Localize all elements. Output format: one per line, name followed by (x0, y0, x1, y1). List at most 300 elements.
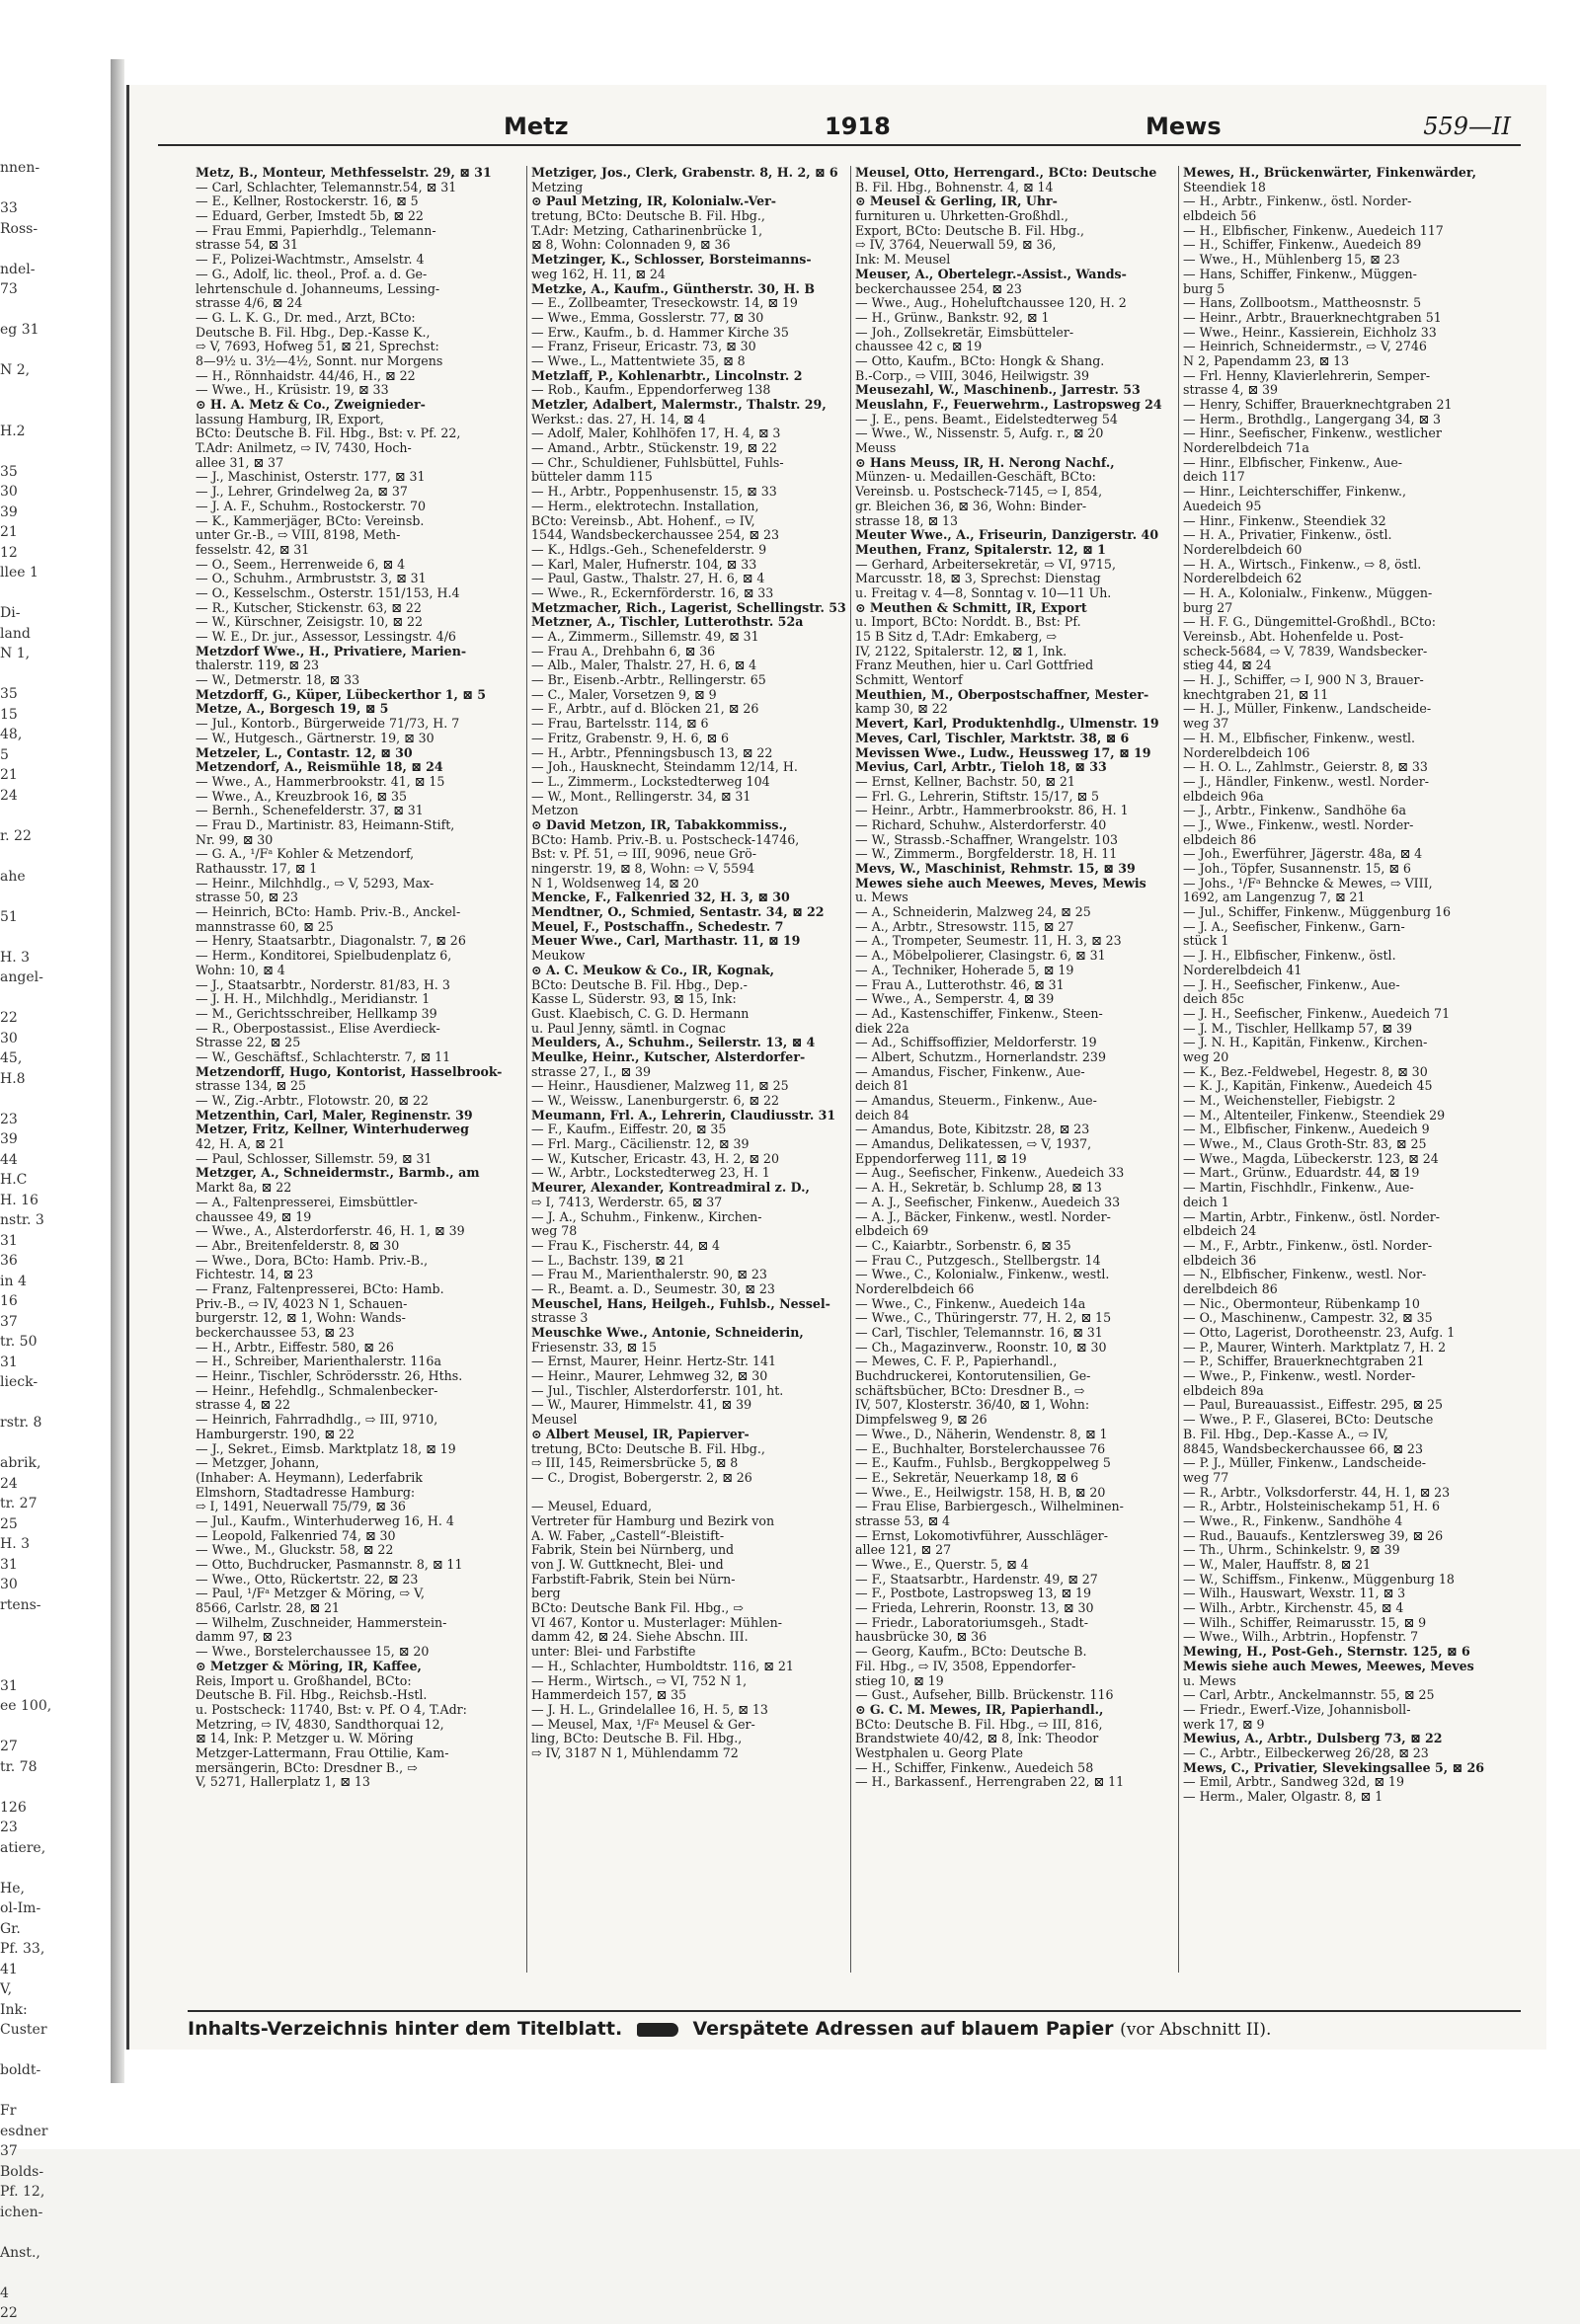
directory-entry-line: — J., Händler, Finkenw., westl. Norder- (1183, 773, 1430, 789)
directory-entry-line: Mewing, H., Post-Geh., Sternstr. 125, ⊠ 6 (1183, 1644, 1470, 1660)
directory-entry-line: — Rob., Kaufm., Eppendorferweg 138 (531, 382, 771, 398)
directory-entry-line: — H. A., Kolonialw., Finkenw., Müggen- (1183, 584, 1433, 600)
directory-entry-line: Metze, A., Borgesch 19, ⊠ 5 (196, 701, 389, 717)
previous-page-fragment: 36 (0, 1253, 18, 1269)
directory-entry-line: — W. E., Dr. jur., Assessor, Lessingstr. 4/6 (196, 629, 456, 644)
directory-entry-line: — L., Zimmerm., Lockstedterweg 104 (531, 773, 770, 789)
directory-entry-line: unter Gr.-B., ⇨ VIII, 8198, Meth- (196, 527, 401, 543)
previous-page-fragment: 48, (0, 727, 23, 742)
directory-entry-line: — Joh., Zollsekretär, Eimsbütteler- (855, 324, 1074, 340)
directory-entry-line: Deutsche B. Fil. Hbg., Dep.-Kasse K., (196, 324, 431, 340)
page-number: 559—II (1423, 113, 1511, 140)
previous-page-fragment: H.C (0, 1172, 28, 1188)
directory-entry-line: — Heinr., Arbtr., Brauerknechtgraben 51 (1183, 309, 1442, 325)
directory-entry-line: — J. M., Tischler, Hellkamp 57, ⊠ 39 (1183, 1020, 1413, 1036)
directory-entry-line: — O., Maschinenw., Campestr. 32, ⊠ 35 (1183, 1310, 1433, 1326)
directory-entry-line: — Jul., Schiffer, Finkenw., Müggenburg 16 (1183, 904, 1451, 920)
previous-page-fragment (0, 1433, 61, 1454)
directory-entry-line: — Hans, Schiffer, Finkenw., Müggen- (1183, 266, 1417, 281)
directory-entry-line: T.Adr: Metzing, Catharinenbrücke 1, (531, 222, 763, 238)
directory-entry-line: — J. H., Seefischer, Finkenw., Aue- (1183, 976, 1400, 992)
directory-entry-line: — Karl, Maler, Hufnerstr. 104, ⊠ 33 (531, 556, 757, 572)
directory-entry-line: Meusel, Otto, Herrengard., BCto: Deutsche (855, 165, 1157, 180)
directory-entry-line: tretung, BCto: Deutsche B. Fil. Hbg., (531, 208, 765, 224)
directory-entry-line: — H. J., Müller, Finkenw., Landscheide- (1183, 701, 1432, 717)
directory-entry-line: ⇨ IV, 3187 N 1, Mühlendamm 72 (531, 1744, 739, 1760)
directory-entry-line: Mewes, H., Brückenwärter, Finkenwärder, (1183, 165, 1477, 180)
directory-entry-line: Steendiek 18 (1183, 179, 1266, 194)
directory-entry-line: — Wwe., Magda, Lübeckerstr. 123, ⊠ 24 (1183, 1150, 1439, 1166)
directory-entry-line: — Wwe., A., Semperstr. 4, ⊠ 39 (855, 991, 1055, 1007)
directory-entry-line: — J. E., pens. Beamt., Eidelstedterweg 54 (855, 411, 1118, 426)
directory-entry-line: — J. A., Seefischer, Finkenw., Garn- (1183, 918, 1405, 934)
directory-entry-line: — M., F., Arbtr., Finkenw., östl. Norder- (1183, 1237, 1433, 1253)
previous-page-fragment (0, 381, 61, 402)
directory-entry-line: — Meusel, Eduard, (531, 1499, 652, 1514)
previous-page-fragment: 41 (0, 1961, 18, 1977)
directory-entry-line: — Amandus, Fischer, Finkenw., Aue- (855, 1063, 1085, 1079)
directory-entry-line: elbdeich 89a (1183, 1382, 1264, 1398)
directory-entry-line: Metzendorff, Hugo, Kontorist, Hasselbrook- (196, 1063, 503, 1079)
directory-entry-line: elbdeich 36 (1183, 1252, 1257, 1268)
directory-entry-line: — E., Kaufm., Fuhlsb., Bergkoppelweg 5 (855, 1455, 1111, 1471)
directory-entry-line: — Wilh., Hauswart, Wexstr. 11, ⊠ 3 (1183, 1586, 1406, 1601)
directory-entry-line: Metzring, ⇨ IV, 4830, Sandthorquai 12, (196, 1716, 444, 1732)
directory-entry-line: A. W. Faber, „Castell“-Bleistift- (531, 1527, 725, 1543)
directory-entry-line: ⊙ Hans Meuss, IR, H. Nerong Nachf., (855, 454, 1115, 470)
directory-entry-line: Meuschel, Hans, Heilgeh., Fuhlsb., Nessel- (531, 1295, 830, 1311)
directory-entry-line: stieg 44, ⊠ 24 (1183, 658, 1272, 673)
directory-entry-line: Meves, Carl, Tischler, Marktstr. 38, ⊠ 6 (855, 730, 1130, 745)
directory-entry-line: Mendtner, O., Schmied, Sentastr. 34, ⊠ 22 (531, 904, 825, 920)
directory-entry-line: — C., Drogist, Bobergerstr. 2, ⊠ 26 (531, 1469, 752, 1485)
directory-entry-line: — A., Trompeter, Seumestr. 11, H. 3, ⊠ 23 (855, 933, 1122, 949)
directory-entry-line: — Wilh., Schiffer, Reimarusstr. 15, ⊠ 9 (1183, 1614, 1427, 1630)
directory-entry-line: Mews, C., Privatier, Slevekingsallee 5, ⊠ 26 (1183, 1759, 1484, 1775)
directory-entry-line: — Friedr., Ewerf.-Vize, Johannisboll- (1183, 1701, 1411, 1717)
directory-entry-line: — Frau M., Marienthalerstr. 90, ⊠ 23 (531, 1267, 767, 1282)
directory-entry-line: u. Import, BCto: Norddt. B., Bst: Pf. (855, 614, 1081, 630)
directory-entry-line: ningerstr. 19, ⊠ 8, Wohn: ⇨ V, 5594 (531, 861, 755, 876)
directory-entry-line: — J. N. H., Kapitän, Finkenw., Kirchen- (1183, 1035, 1428, 1050)
directory-entry-line: — A., Faltenpresserei, Eimsbüttler- (196, 1194, 418, 1209)
directory-entry-line: — Richard, Schuhw., Alsterdorferstr. 40 (855, 816, 1107, 832)
directory-entry-line: — Rud., Bauaufs., Kentzlersweg 39, ⊠ 26 (1183, 1527, 1444, 1543)
directory-entry-line: — Heinr., Tischler, Schrödersstr. 26, Hths. (196, 1368, 463, 1384)
directory-entry-line: ⇨ V, 7693, Hofweg 51, ⊠ 21, Sprechst: (196, 339, 439, 354)
directory-entry-line: werk 17, ⊠ 9 (1183, 1716, 1265, 1732)
directory-entry-line: Metzon (531, 803, 579, 818)
directory-entry-line: — F., Arbtr., auf d. Blöcken 21, ⊠ 26 (531, 701, 759, 717)
directory-entry-line: Metzer, Fritz, Kellner, Winterhuderweg (196, 1122, 469, 1137)
directory-entry-line: — Wwe., C., Finkenw., Auedeich 14a (855, 1295, 1086, 1311)
directory-entry-line: — Amandus, Bote, Kibitzstr. 28, ⊠ 23 (855, 1122, 1090, 1137)
directory-entry-line: Mewis siehe auch Mewes, Meewes, Meves (1183, 1658, 1474, 1673)
directory-entry-line: deich 85c (1183, 991, 1244, 1007)
directory-entry-line: — H., Arbtr., Eiffestr. 580, ⊠ 26 (196, 1339, 394, 1355)
directory-entry-line: N 2, Papendamm 23, ⊠ 13 (1183, 352, 1350, 368)
directory-entry-line: — Wwe., R., Eckernförderstr. 16, ⊠ 33 (531, 584, 774, 600)
directory-entry-line: — H., Arbtr., Pfenningsbusch 13, ⊠ 22 (531, 744, 773, 760)
previous-page-fragment: H. 3 (0, 1536, 31, 1552)
directory-entry-line: — H., Schreiber, Marienthalerstr. 116a (196, 1354, 441, 1369)
previous-page-fragment: H. 3 (0, 949, 31, 966)
directory-entry-line: — Jul., Tischler, Alsterdorferstr. 101, ht. (531, 1382, 784, 1398)
directory-entry-line: Meuslahn, F., Feuerwehrm., Lastropsweg 24 (855, 397, 1162, 412)
directory-entry-line: — Alb., Maler, Thalstr. 27, H. 6, ⊠ 4 (531, 658, 757, 673)
directory-entry-line: Friesenstr. 33, ⊠ 15 (531, 1339, 658, 1355)
directory-entry-line: — H., Schiffer, Finkenw., Auedeich 58 (855, 1759, 1094, 1775)
directory-entry-line: — Martin, Fischhdlr., Finkenw., Aue- (1183, 1180, 1414, 1196)
directory-entry-line: — W., Geschäftsf., Schlachterstr. 7, ⊠ 11 (196, 1048, 451, 1064)
directory-entry-line: elbdeich 86 (1183, 831, 1257, 847)
previous-page-fragment: Bolds- (0, 2163, 44, 2180)
directory-entry-line: Metzger, A., Schneidermstr., Barmb., am (196, 1165, 480, 1181)
directory-entry-line: — Wwe., Dora, BCto: Hamb. Priv.-B., (196, 1252, 429, 1268)
directory-entry-line: — Wwe., A., Kreuzbrook 16, ⊠ 35 (196, 788, 408, 804)
directory-entry-line: Meuschke Wwe., Antonie, Schneiderin, (531, 1325, 804, 1340)
header-right-keyword: Mews (1146, 113, 1222, 140)
directory-entry-line: chaussee 42 c, ⊠ 19 (855, 339, 983, 354)
previous-page-fragment: Pf. 33, (0, 1941, 45, 1957)
directory-entry-line: Meuthien, M., Oberpostschaffner, Mester- (855, 686, 1149, 702)
previous-page-fragment: ahe (0, 868, 26, 885)
previous-page-fragment (0, 664, 61, 685)
directory-entry-line: — Wwe., H., Mühlenberg 15, ⊠ 23 (1183, 252, 1400, 268)
directory-entry-line: — Frau A., Lutterothstr. 46, ⊠ 31 (855, 976, 1065, 992)
previous-page-fragment: 39 (0, 1131, 18, 1147)
previous-page-fragment (0, 179, 61, 199)
directory-entry-line: — H., Arbtr., Poppenhusenstr. 15, ⊠ 33 (531, 484, 777, 500)
directory-entry-line: Schmitt, Wentorf (855, 672, 963, 688)
directory-entry-line: Strasse 22, ⊠ 25 (196, 1035, 301, 1050)
directory-entry-line: Rathausstr. 17, ⊠ 1 (196, 861, 318, 876)
directory-entry-line: ⇨ III, 145, Reimersbrücke 5, ⊠ 8 (531, 1455, 739, 1471)
directory-entry-line: — Wilh., Arbtr., Kirchenstr. 45, ⊠ 4 (1183, 1600, 1404, 1616)
directory-entry-line: Hamburgerstr. 190, ⊠ 22 (196, 1426, 355, 1441)
directory-entry-line: — A. H., Sekretär, b. Schlump 28, ⊠ 13 (855, 1180, 1102, 1196)
directory-entry-line: — A., Arbtr., Stresowstr. 115, ⊠ 27 (855, 918, 1074, 934)
previous-page-fragment: land (0, 625, 31, 642)
previous-page-fragment: 25 (0, 1515, 18, 1532)
directory-entry-line: Nr. 99, ⊠ 30 (196, 831, 274, 847)
directory-entry-line: — Carl, Arbtr., Anckelmannstr. 55, ⊠ 25 (1183, 1687, 1435, 1703)
directory-entry-line: Vertreter für Hamburg und Bezirk von (531, 1512, 775, 1528)
directory-entry-line: ⊠ 14, Ink: P. Metzger u. W. Möring (196, 1731, 414, 1746)
directory-entry-line: — Wwe., H., Krüsistr. 19, ⊠ 33 (196, 382, 389, 398)
footer-late-addresses-note: Verspätete Adressen auf blauem Papier (692, 2018, 1114, 2040)
directory-entry-line: — W., Schiffsm., Finkenw., Müggenburg 18 (1183, 1571, 1455, 1587)
previous-page-fragment (0, 341, 61, 361)
directory-entry-line: Metz, B., Monteur, Methfesselstr. 29, ⊠ 31 (196, 165, 492, 180)
directory-entry-line: mersängerin, BCto: Dresdner B., ⇨ (196, 1759, 418, 1775)
previous-page-fragment: 30 (0, 484, 18, 500)
directory-entry-line: Metzdorf Wwe., H., Privatiere, Marien- (196, 643, 467, 658)
directory-entry-line: — J., Maschinist, Osterstr. 177, ⊠ 31 (196, 469, 426, 485)
directory-entry-line: strasse 54, ⊠ 31 (196, 237, 299, 253)
directory-entry-line: — H. J., Schiffer, ⇨ I, 900 N 3, Brauer- (1183, 672, 1424, 688)
directory-entry-line: elbdeich 56 (1183, 208, 1257, 224)
directory-entry-line: (Inhaber: A. Heymann), Lederfabrik (196, 1469, 423, 1485)
previous-page-fragment: 24 (0, 787, 18, 804)
directory-entry-line: — Martin, Arbtr., Finkenw., östl. Norder- (1183, 1208, 1441, 1224)
directory-entry-line: — W., Maurer, Himmelstr. 41, ⊠ 39 (531, 1397, 752, 1413)
directory-entry-line: ⊙ G. C. M. Mewes, IR, Papierhandl., (855, 1701, 1104, 1717)
directory-entry-line: — G., Adolf, lic. theol., Prof. a. d. Ge- (196, 266, 428, 281)
directory-entry-line: — Bernh., Schenefelderstr. 37, ⊠ 31 (196, 803, 424, 818)
directory-entry-line: — H., Rönnhaidstr. 44/46, H., ⊠ 22 (196, 367, 416, 383)
directory-entry-line: Priv.-B., ⇨ IV, 4023 N 1, Schauen- (196, 1295, 408, 1311)
directory-entry-line: — H., Schlachter, Humboldtstr. 116, ⊠ 21 (531, 1658, 794, 1673)
directory-entry-line: Gust. Klaebisch, C. G. D. Hermann (531, 1005, 750, 1021)
directory-entry-line: — J. H., Elbfischer, Finkenw., östl. (1183, 948, 1396, 964)
directory-entry-line: Metzmacher, Rich., Lagerist, Schellingstr. 53 (531, 599, 846, 615)
directory-entry-line: thalerstr. 119, ⊠ 23 (196, 658, 319, 673)
previous-page-fragment: H. 16 (0, 1192, 39, 1208)
previous-page-fragment: 31 (0, 1556, 18, 1573)
previous-page-fragment: r. 22 (0, 827, 32, 844)
directory-entry-line: — Hans, Zollbootsm., Mattheosnstr. 5 (1183, 295, 1422, 311)
previous-page-edge (0, 158, 61, 2321)
directory-entry-line: bütteler damm 115 (531, 469, 653, 485)
directory-entry-line: BCto: Deutsche B. Fil. Hbg., Dep.- (531, 976, 748, 992)
previous-page-fragment: 12 (0, 544, 18, 561)
previous-page-fragment (0, 1717, 61, 1738)
directory-entry-line: — A. J., Seefischer, Finkenw., Auedeich 33 (855, 1194, 1121, 1209)
directory-entry-line: — Wwe., C., Thüringerstr. 77, H. 2, ⊠ 15 (855, 1310, 1112, 1326)
column-4 (1183, 166, 1519, 1982)
directory-entry-line: — E., Sekretär, Neuerkamp 18, ⊠ 6 (855, 1469, 1078, 1485)
directory-entry-line: Vereinsb., Abt. Hohenfelde u. Post- (1183, 629, 1404, 644)
directory-entry-line: — Heinr., Hefehdlg., Schmalenbecker- (196, 1382, 438, 1398)
previous-page-fragment: 37 (0, 2143, 18, 2159)
directory-entry-line: — W., Kutscher, Ericastr. 43, H. 2, ⊠ 20 (531, 1150, 779, 1166)
directory-entry-line: — Joh., Hausknecht, Steindamm 12/14, H. (531, 759, 798, 775)
previous-page-fragment: 22 (0, 2305, 18, 2321)
directory-entry-line: Metzger-Lattermann, Frau Ottilie, Kam- (196, 1744, 449, 1760)
previous-page-fragment: ichen- (0, 2204, 43, 2220)
directory-entry-line: — Wwe., M., Gluckstr. 58, ⊠ 22 (196, 1542, 394, 1558)
directory-entry-line: Brandstwiete 40/42, ⊠ 8, Ink: Theodor (855, 1731, 1099, 1746)
directory-entry-line: — Carl, Schlachter, Telemannstr.54, ⊠ 31 (196, 179, 457, 194)
previous-page-fragment: tr. 50 (0, 1334, 38, 1350)
directory-entry-line: Dimpfelsweg 9, ⊠ 26 (855, 1412, 988, 1428)
directory-entry-line: — E., Buchhalter, Borstelerchaussee 76 (855, 1440, 1106, 1456)
directory-columns (196, 166, 1521, 1982)
directory-entry-line: — J., Arbtr., Finkenw., Sandhöhe 6a (1183, 803, 1407, 818)
directory-entry-line: — Otto, Buchdrucker, Pasmannstr. 8, ⊠ 11 (196, 1557, 463, 1572)
directory-entry-line: Meuser, A., Obertelegr.-Assist., Wands- (855, 266, 1127, 281)
directory-entry-line: N 1, Woldsenweg 14, ⊠ 20 (531, 875, 699, 891)
directory-entry-line: ling, BCto: Deutsche B. Fil. Hbg., (531, 1731, 743, 1746)
previous-page-fragment: 33 (0, 200, 18, 216)
directory-entry-line: Buchdruckerei, Kontorutensilien, Ge- (855, 1368, 1091, 1384)
previous-page-fragment: 15 (0, 706, 18, 723)
previous-page-fragment (0, 2041, 61, 2061)
directory-entry-line: Meulke, Heinr., Kutscher, Alsterdorfer- (531, 1048, 806, 1064)
directory-entry-line: — Franz, Faltenpresserei, BCto: Hamb. (196, 1280, 444, 1296)
directory-entry-line: — Ad., Schiffsoffizier, Meldorferstr. 19 (855, 1035, 1097, 1050)
directory-entry-line: — Wwe., Otto, Rückertstr. 22, ⊠ 23 (196, 1571, 419, 1587)
previous-page-fragment: lieck- (0, 1374, 39, 1390)
directory-entry-line: — H., Barkassenf., Herrengraben 22, ⊠ 11 (855, 1774, 1125, 1790)
directory-entry-line: — P., Schiffer, Brauerknechtgraben 21 (1183, 1354, 1425, 1369)
previous-page-fragment: boldt- (0, 2062, 41, 2078)
directory-entry-line: — Abr., Breitenfelderstr. 8, ⊠ 30 (196, 1237, 400, 1253)
previous-page-fragment: Ross- (0, 220, 39, 237)
directory-entry-line: — A., Möbelpolierer, Clasingstr. 6, ⊠ 31 (855, 948, 1106, 964)
directory-entry-line: — Wwe., M., Claus Groth-Str. 83, ⊠ 25 (1183, 1136, 1427, 1152)
directory-entry-line: furnituren u. Uhrketten-Großhdl., (855, 208, 1068, 224)
column-1 (196, 166, 521, 1982)
previous-page-fragment (0, 441, 61, 462)
directory-entry-line: Meuer Wwe., Carl, Marthastr. 11, ⊠ 19 (531, 933, 801, 949)
directory-entry-line: — Johs., ¹/Fᵃ Behncke & Mewes, ⇨ VIII, (1183, 875, 1433, 891)
directory-entry-line: — F., Kaufm., Eiffestr. 20, ⊠ 35 (531, 1122, 727, 1137)
column-2 (531, 166, 845, 1982)
previous-page-fragment: atiere, (0, 1839, 46, 1856)
directory-entry-line: T.Adr: Anilmetz, ⇨ IV, 7430, Hoch- (196, 440, 412, 456)
directory-entry-line: Fil. Hbg., ⇨ IV, 3508, Eppendorfer- (855, 1658, 1076, 1673)
directory-entry-line: hausbrücke 30, ⊠ 36 (855, 1629, 988, 1645)
directory-entry-line: ⊙ Meusel & Gerling, IR, Uhr- (855, 194, 1058, 209)
directory-entry-line: diek 22a (855, 1020, 909, 1036)
directory-entry-line: deich 117 (1183, 469, 1245, 485)
directory-entry-line: — Wwe., P. F., Glaserei, BCto: Deutsche (1183, 1412, 1434, 1428)
previous-page-fragment (0, 806, 61, 826)
directory-entry-line: — Br., Eisenb.-Arbtr., Rellingerstr. 65 (531, 672, 766, 688)
previous-page-fragment: V, (0, 1981, 13, 1997)
directory-entry-line: — Heinr., Milchhdlg., ⇨ V, 5293, Max- (196, 875, 434, 891)
directory-entry-line: ⊙ A. C. Meukow & Co., IR, Kognak, (531, 962, 775, 977)
directory-entry-line: — W., Kürschner, Zeisigstr. 10, ⊠ 22 (196, 614, 424, 630)
directory-entry-line: — A., Zimmerm., Sillemstr. 49, ⊠ 31 (531, 629, 759, 644)
directory-entry-line: — Wwe., Aug., Hoheluftchaussee 120, H. 2 (855, 295, 1127, 311)
directory-entry-line: strasse 18, ⊠ 13 (855, 512, 959, 528)
previous-page-fragment: 4 (0, 2285, 9, 2301)
directory-entry-line: Metzner, A., Tischler, Lutterothstr. 52a (531, 614, 804, 630)
directory-entry-line: weg 78 (531, 1223, 578, 1239)
previous-page-fragment: 27 (0, 1739, 18, 1754)
directory-entry-line: allee 31, ⊠ 37 (196, 454, 284, 470)
directory-entry-line: — Adolf, Maler, Kohlhöfen 17, H. 4, ⊠ 3 (531, 426, 781, 441)
previous-page-fragment (0, 300, 61, 321)
previous-page-fragment: ndel- (0, 261, 36, 277)
directory-entry-line: mannstrasse 60, ⊠ 25 (196, 918, 334, 934)
directory-entry-line: — H. M., Elbfischer, Finkenw., westl. (1183, 730, 1416, 745)
previous-page-fragment: 37 (0, 1313, 18, 1330)
directory-entry-line: Metzdorff, G., Küper, Lübeckerthor 1, ⊠ 5 (196, 686, 486, 702)
directory-entry-line: weg 20 (1183, 1048, 1229, 1064)
directory-entry-line: VI 467, Kontor u. Musterlager: Mühlen- (531, 1614, 782, 1630)
previous-page-fragment: Pf. 12, (0, 2184, 45, 2200)
directory-entry-line: — W., Mont., Rellingerstr. 34, ⊠ 31 (531, 788, 751, 804)
previous-page-fragment (0, 887, 61, 907)
directory-entry-line: ⊙ David Metzon, IR, Tabakkommiss., (531, 816, 788, 832)
directory-entry-line: gr. Bleichen 36, ⊠ 36, Wohn: Binder- (855, 498, 1087, 513)
pointing-hand-icon (637, 2023, 678, 2037)
directory-entry-line: — L., Bachstr. 139, ⊠ 21 (531, 1252, 685, 1268)
directory-entry-line: ⊙ Metzger & Möring, IR, Kaffee, (196, 1658, 422, 1673)
previous-page-fragment: 73 (0, 281, 18, 297)
directory-entry-line: — Herm., Wirtsch., ⇨ VI, 752 N 1, (531, 1672, 748, 1688)
directory-entry-line: — Frau K., Fischerstr. 44, ⊠ 4 (531, 1237, 721, 1253)
directory-entry-line: — W., Strassb.-Schaffner, Wrangelstr. 103 (855, 831, 1119, 847)
directory-entry-line: — Paul, Schlosser, Sillemstr. 59, ⊠ 31 (196, 1150, 433, 1166)
directory-entry-line: Eppendorferweg 111, ⊠ 19 (855, 1150, 1027, 1166)
previous-page-fragment: Di- (0, 605, 21, 621)
directory-entry-line: beckerchaussee 53, ⊠ 23 (196, 1325, 355, 1340)
directory-entry-line: — R., Beamt. a. D., Seumestr. 30, ⊠ 23 (531, 1280, 775, 1296)
directory-entry-line: — Wwe., P., Finkenw., westl. Norder- (1183, 1368, 1416, 1384)
directory-entry-line: — Wwe., Heinr., Kassierein, Eichholz 33 (1183, 324, 1437, 340)
directory-entry-line: — K., Hdlgs.-Geh., Schenefelderstr. 9 (531, 541, 767, 557)
directory-entry-line: BCto: Deutsche B. Fil. Hbg., Bst: v. Pf. 22, (196, 426, 461, 441)
directory-entry-line: tretung, BCto: Deutsche B. Fil. Hbg., (531, 1440, 765, 1456)
directory-entry-line: deich 84 (855, 1107, 909, 1123)
directory-entry-line: strasse 3 (531, 1310, 589, 1326)
directory-entry-line: Münzen- u. Medaillen-Geschäft, BCto: (855, 469, 1096, 485)
directory-entry-line: — F., Polizei-Wachtmstr., Amselstr. 4 (196, 252, 425, 268)
directory-entry-line: stück 1 (1183, 933, 1229, 949)
directory-entry-line: — Joh., Töpfer, Susannenstr. 15, ⊠ 6 (1183, 861, 1411, 876)
directory-entry-line: — Hinr., Finkenw., Steendiek 32 (1183, 512, 1386, 528)
previous-page-fragment: Gr. (0, 1920, 21, 1937)
directory-entry-line: — Frau D., Martinistr. 83, Heimann-Stift, (196, 816, 455, 832)
previous-page-fragment: llee 1 (0, 565, 39, 581)
directory-entry-line: 1544, Wandsbeckerchaussee 254, ⊠ 23 (531, 527, 779, 543)
directory-entry-line: deich 81 (855, 1078, 909, 1094)
previous-page-fragment (0, 1777, 61, 1798)
directory-entry-line: strasse 50, ⊠ 23 (196, 890, 299, 905)
directory-entry-line: Mewius, A., Arbtr., Dulsberg 73, ⊠ 22 (1183, 1731, 1443, 1746)
directory-entry-line: — Ernst, Maurer, Heinr. Hertz-Str. 141 (531, 1354, 777, 1369)
directory-entry-line: Metzler, Adalbert, Malermstr., Thalstr. 29, (531, 397, 827, 412)
directory-entry-line: — J., Sekret., Eimsb. Marktplatz 18, ⊠ 19 (196, 1440, 456, 1456)
previous-page-fragment: Ink: (0, 2001, 28, 2018)
directory-entry-line: — J. A. F., Schuhm., Rostockerstr. 70 (196, 498, 427, 513)
directory-entry-line: Mevert, Karl, Produktenhdlg., Ulmenstr. 19 (855, 716, 1159, 732)
directory-entry-line: — J., Staatsarbtr., Norderstr. 81/83, H. 3 (196, 976, 450, 992)
directory-entry-line: — M., Gerichtsschreiber, Hellkamp 39 (196, 1005, 437, 1021)
directory-entry-line: — R., Kutscher, Stickenstr. 63, ⊠ 22 (196, 599, 422, 615)
directory-entry-line: — Hinr., Elbfischer, Finkenw., Aue- (1183, 454, 1403, 470)
directory-entry-line: — W., Maler, Hauffstr. 8, ⊠ 21 (1183, 1557, 1372, 1572)
directory-entry-line: 15 B Sitz d, T.Adr: Emkaberg, ⇨ (855, 629, 1058, 644)
directory-entry-line: — Heinrich, Schneidermstr., ⇨ V, 2746 (1183, 339, 1427, 354)
directory-entry-line: Metzeler, L., Contastr. 12, ⊠ 30 (196, 744, 413, 760)
directory-entry-line: Norderelbdeich 62 (1183, 571, 1303, 586)
directory-entry-line: — Mewes, C. F. P., Papierhandl., (855, 1354, 1058, 1369)
directory-entry-line: Mevius, Carl, Arbtr., Tieloh 18, ⊠ 33 (855, 759, 1107, 775)
directory-entry-line: — Friedr., Laboratoriumsgeh., Stadt- (855, 1614, 1089, 1630)
directory-entry-line: Metzing (531, 179, 584, 194)
previous-page-fragment (0, 1615, 61, 1636)
directory-entry-line: ⊙ Meuthen & Schmitt, IR, Export (855, 599, 1087, 615)
previous-page-fragment (0, 1393, 61, 1414)
directory-entry-line: — Eduard, Gerber, Imstedt 5b, ⊠ 22 (196, 208, 424, 224)
directory-entry-line: Metzlaff, P., Kohlenarbtr., Lincolnstr. 2 (531, 367, 803, 383)
directory-entry-line: u. Mews (1183, 1672, 1236, 1688)
previous-page-fragment: 31 (0, 1677, 18, 1694)
directory-entry-line: — Jul., Kaufm., Winterhuderweg 16, H. 4 (196, 1512, 454, 1528)
directory-entry-line: Mevs, W., Maschinist, Rehmstr. 15, ⊠ 39 (855, 861, 1136, 876)
directory-entry-line: Meumann, Frl. A., Lehrerin, Claudiusstr. 31 (531, 1107, 836, 1123)
directory-entry-line: Meusezahl, W., Maschinenb., Jarrestr. 53 (855, 382, 1141, 398)
directory-entry-line: deich 1 (1183, 1194, 1229, 1209)
directory-entry-line: weg 77 (1183, 1469, 1229, 1485)
directory-entry-line: Metzinger, K., Schlosser, Borsteimanns- (531, 252, 812, 268)
